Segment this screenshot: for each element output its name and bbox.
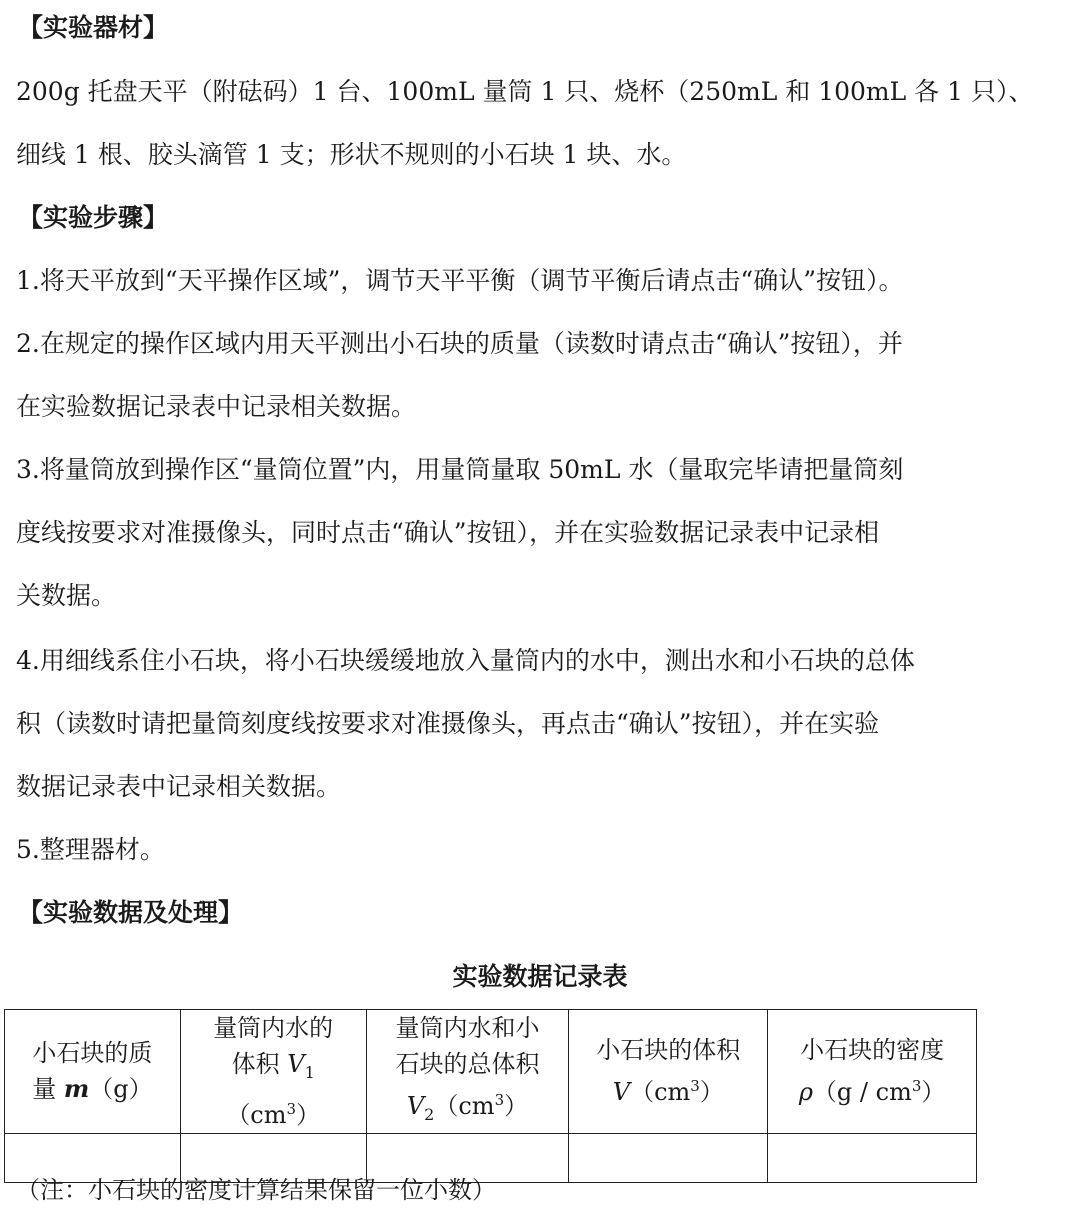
section-title-data: 【实验数据及处理】: [18, 898, 244, 927]
step-line-2: 2.在规定的操作区域内用天平测出小石块的质量（读数时请点击“确认”按钮），并: [16, 329, 903, 358]
header-stone-mass: 小石块的质 量 m（g）: [5, 1010, 181, 1134]
step-line-4: 3.将量筒放到操作区“量筒位置”内，用量筒量取 50mL 水（量取完毕请把量筒刻: [16, 455, 904, 484]
step-line-1: 1.将天平放到“天平操作区域”，调节天平平衡（调节平衡后请点击“确认”按钮）。: [16, 266, 904, 295]
header-total-volume: 量筒内水和小 石块的总体积 $V_2(cm^3)$: [366, 1010, 569, 1134]
header-stone-volume: 小石块的体积 $V(cm^3)$: [569, 1010, 768, 1134]
materials-line-1: 200g 托盘天平（附砝码）1 台、100mL 量筒 1 只、烧杯（250mL 和 100mL 各 1 只）、: [16, 77, 1034, 106]
step-line-9: 数据记录表中记录相关数据。: [16, 772, 342, 801]
header-water-volume: 量筒内水的 体积 $V_1$ $(cm^3)$: [180, 1010, 366, 1134]
step-line-5: 度线按要求对准摄像头，同时点击“确认”按钮），并在实验数据记录表中记录相: [16, 518, 880, 547]
step-line-10: 5.整理器材。: [16, 835, 165, 864]
step-line-6: 关数据。: [16, 581, 117, 610]
step-line-7: 4.用细线系住小石块，将小石块缓缓地放入量筒内的水中，测出水和小石块的总体: [16, 646, 915, 675]
materials-line-2: 细线 1 根、胶头滴管 1 支；形状不规则的小石块 1 块、水。: [16, 140, 687, 169]
section-title-steps: 【实验步骤】: [18, 203, 169, 232]
step-line-8: 积（读数时请把量筒刻度线按要求对准摄像头，再点击“确认”按钮），并在实验: [16, 709, 880, 738]
header-stone-density: 小石块的密度 $\rho(g / cm^3)$: [768, 1010, 977, 1134]
table-header-row: [5, 1010, 977, 1134]
cell-stone-density[interactable]: [768, 1133, 977, 1182]
table-note: （注：小石块的密度计算结果保留一位小数）: [16, 1176, 496, 1204]
table-caption: 实验数据记录表: [452, 962, 628, 991]
step-line-3: 在实验数据记录表中记录相关数据。: [16, 392, 417, 421]
data-record-table: [4, 1009, 977, 1183]
section-title-materials: 【实验器材】: [18, 13, 169, 42]
cell-stone-volume[interactable]: [569, 1133, 768, 1182]
